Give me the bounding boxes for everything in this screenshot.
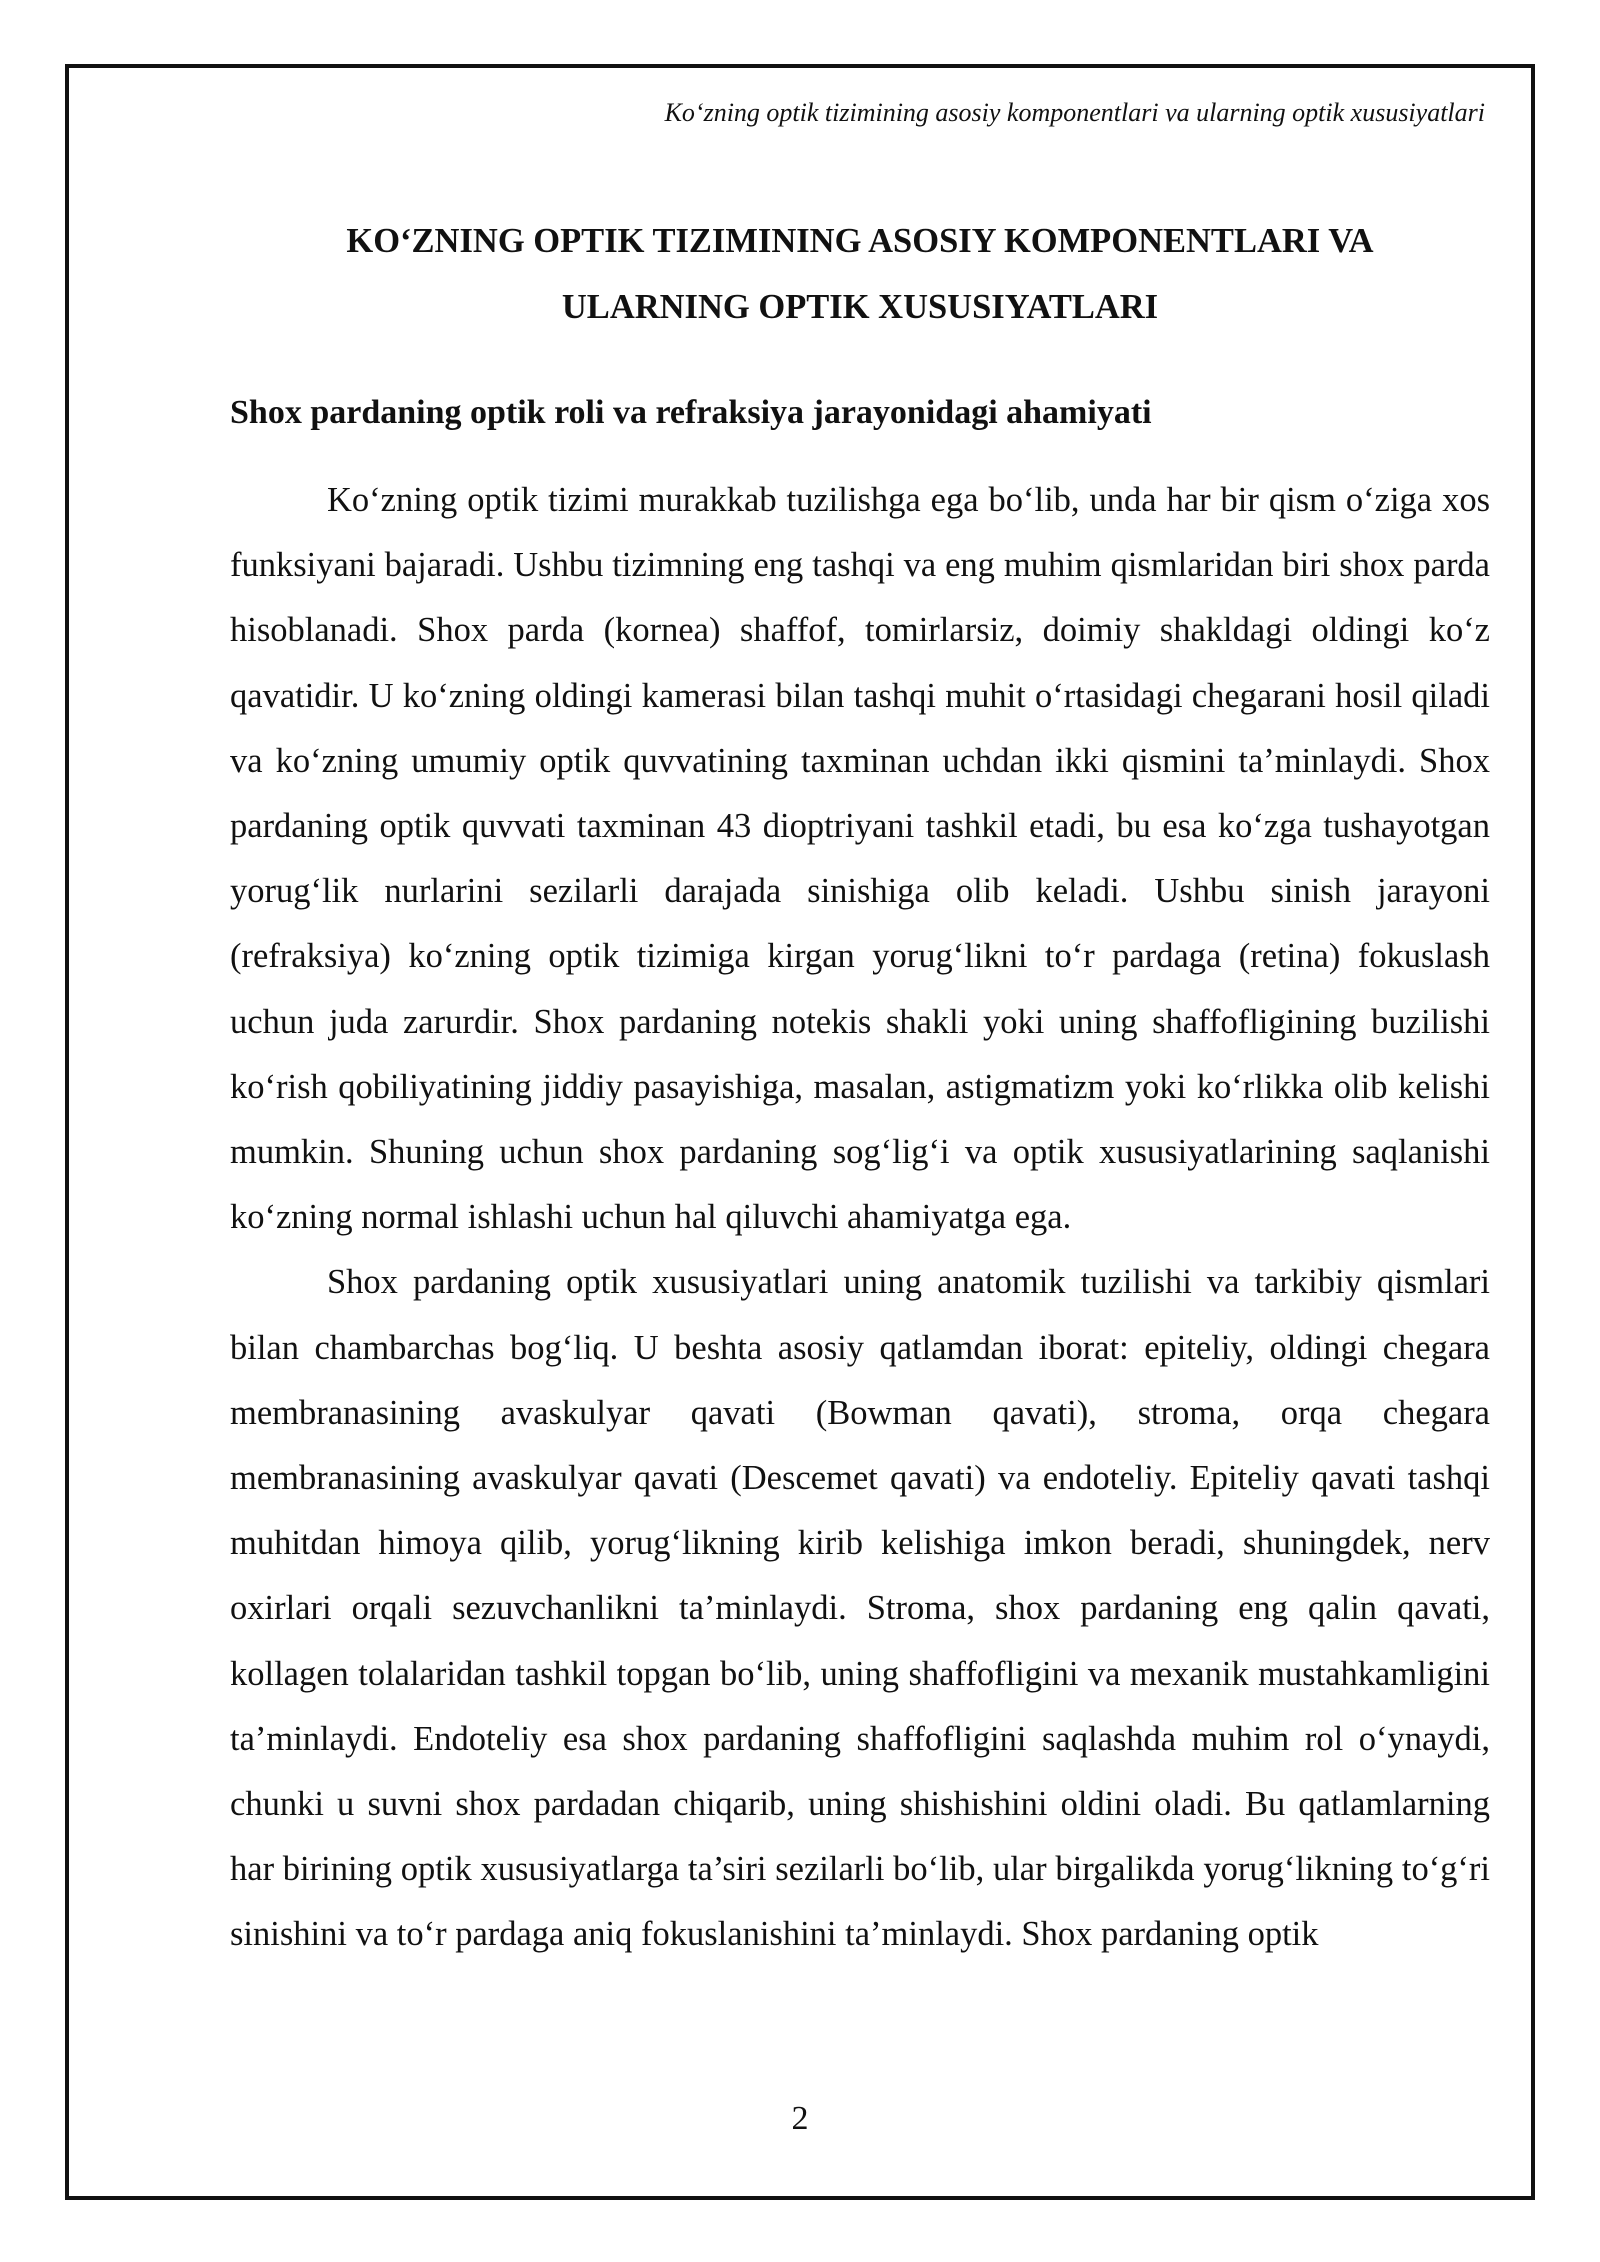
body-text (230, 468, 1490, 1968)
section-heading: Shox pardaning optik roli va refraksiya jarayonidagi ahamiyati (230, 394, 1152, 431)
paragraph-1: Ko‘zning optik tizimi murakkab tuzilishga ega bo‘lib, unda har bir qism o‘ziga xos funksiyani bajaradi. Ushbu tizimning eng tashqi va eng muhim qismlaridan biri shox parda hisoblanadi. Shox parda (kornea) shaffof, tomirlarsiz, doimiy shakldagi oldingi ko‘z qavatidir. U ko‘zning oldingi kamerasi bilan tashqi muhit o‘rtasidagi chegarani hosil qiladi va ko‘zning umumiy optik quvvatining taxminan uchdan ikki qismini ta’minlaydi. Shox pardaning optik quvvati taxminan 43 dioptriyani tashkil etadi, bu esa ko‘zga tushayotgan yorug‘lik nurlarini sezilarli darajada sinishiga olib keladi. Ushbu sinish jarayoni (refraksiya) ko‘zning optik tizimiga kirgan yorug‘likni to‘r pardaga (retina) fokuslash uchun juda zarurdir. Shox pardaning notekis shakli yoki uning shaffofligining buzilishi ko‘rish qobiliyatining jiddiy pasayishiga, masalan, astigmatizm yoki ko‘rlikka olib kelishi mumkin. Shuning uchun shox pardaning sog‘lig‘i va optik xususiyatlarining saqlanishi ko‘zning normal ishlashi uchun hal qiluvchi ahamiyatga ega. (230, 481, 1490, 1237)
page-number: 2 (791, 2100, 809, 2137)
running-header: Ko‘zning optik tizimining asosiy komponentlari va ularning optik xususiyatlari (664, 98, 1485, 127)
paragraph-2: Shox pardaning optik xususiyatlari uning anatomik tuzilishi va tarkibiy qismlari bilan chambarchas bog‘liq. U beshta asosiy qatlamdan iborat: epiteliy, oldingi chegara membranasining avaskulyar qavati (Bowman qavati), stroma, orqa chegara membranasining avaskulyar qavati (Descemet qavati) va endoteliy. Epiteliy qavati tashqi muhitdan himoya qilib, yorug‘likning kirib kelishiga imkon beradi, shuningdek, nerv oxirlari orqali sezuvchanlikni ta’minlaydi. Stroma, shox pardaning eng qalin qavati, kollagen tolalaridan tashkil topgan bo‘lib, uning shaffofligini va mexanik mustahkamligini ta’minlaydi. Endoteliy esa shox pardaning shaffofligini saqlashda muhim rol o‘ynaydi, chunki u suvni shox pardadan chiqarib, uning shishishini oldini oladi. Bu qatlamlarning har birining optik xususiyatlarga ta’siri sezilarli bo‘lib, ular birgalikda yorug‘likning to‘g‘ri sinishini va to‘r pardaga aniq fokuslanishini ta’minlaydi. Shox pardaning optik (230, 1263, 1490, 1954)
title-line-1: KO‘ZNING OPTIK TIZIMINING ASOSIY KOMPONENTLARI VA (346, 222, 1374, 260)
title-line-2: ULARNING OPTIK XUSUSIYATLARI (561, 288, 1159, 326)
document-title (230, 208, 1490, 340)
